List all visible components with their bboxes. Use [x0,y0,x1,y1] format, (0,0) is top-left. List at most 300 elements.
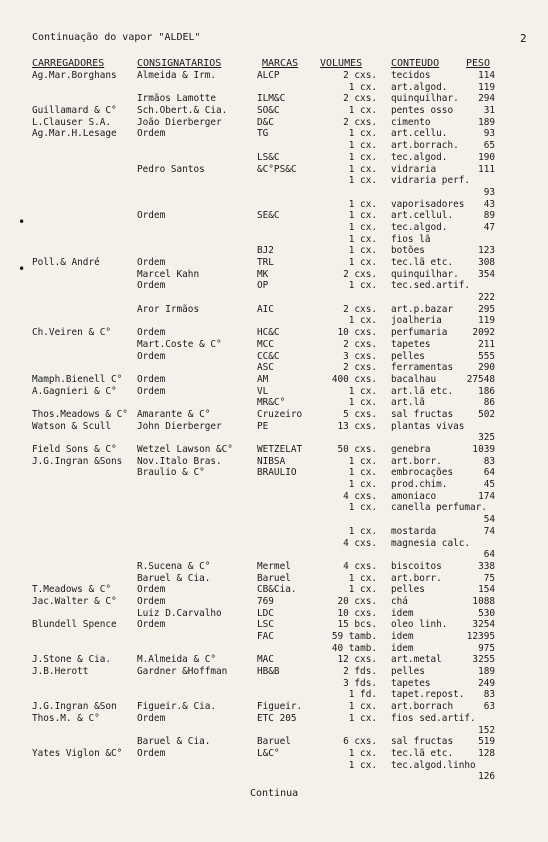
cell-conteudo: tec.algod.linho [391,759,476,771]
table-row [0,374,548,386]
cell-carregador: Ch.Veiren & C° [32,327,112,339]
cell-peso: 86 [483,397,495,409]
cell-volumes: 1 cx. [348,163,377,175]
table-row [0,210,548,222]
cell-peso: 93 [483,186,495,198]
cell-conteudo: canella perfumar. [391,502,487,514]
cell-peso: 154 [478,584,495,596]
cell-peso: 123 [478,245,495,257]
cell-marca: Figueir. [257,701,303,713]
cell-consignatario: R.Sucena & C° [137,560,211,572]
table-row [0,654,548,666]
cell-marca: WETZELAT [257,444,303,455]
cell-peso: 1088 [472,595,495,607]
cell-volumes: 1 cx. [348,712,377,724]
cell-volumes: 1 cx. [348,385,377,397]
cell-conteudo: tapet.repost. [391,689,465,701]
cell-carregador: Watson & Scull [32,420,112,432]
cell-conteudo: pelles [391,666,425,678]
cell-consignatario: John Dierberger [137,420,222,432]
cell-volumes: 1 cx. [348,245,377,257]
table-row [0,386,548,398]
cell-volumes: 1 cx. [348,584,377,596]
cell-conteudo: tec.lã etc. [391,747,454,759]
cell-conteudo: vidraria [391,163,437,175]
table-row [0,748,548,760]
cell-carregador: Thos.Meadows & C° [32,408,128,420]
cell-conteudo: art.metal [391,654,442,666]
cell-conteudo: oleo linh. [391,619,448,631]
cell-marca: MCC [257,338,274,350]
cell-consignatario: Ordem [137,128,166,140]
cell-carregador: Thos.M. & C° [32,712,100,724]
table-row [0,222,548,234]
margin-mark: • [18,262,26,276]
cell-consignatario: Ordem [137,595,166,607]
cell-consignatario: Ordem [137,327,166,339]
cell-consignatario: Mart.Coste & C° [137,338,222,350]
cell-conteudo: bacalhau [391,373,437,385]
cell-conteudo: art.cellul. [391,210,454,222]
cell-conteudo: quinquilhar. [391,268,459,280]
cell-peso: 31 [483,105,495,117]
cell-consignatario: Ordem [137,373,166,385]
cell-marca: BJ2 [257,245,274,257]
table-row [0,257,548,269]
cell-conteudo: art.p.bazar [391,303,454,315]
table-row [0,421,548,433]
cell-volumes: 2 cxs. [343,362,377,374]
table-row [0,608,548,620]
table-row [0,140,548,152]
table-row [0,105,548,117]
cell-marca: MR&C° [257,397,286,409]
cell-consignatario: Marcel Kahn [137,268,200,280]
cell-volumes: 1 cx. [348,701,377,713]
cell-peso: 174 [478,490,495,502]
table-row [0,397,548,409]
cell-conteudo: mostarda [391,525,437,537]
cell-conteudo: perfumaria [391,327,448,339]
cell-conteudo: plantas vivas [391,420,465,432]
cell-peso: 189 [478,116,495,128]
col-header-volumes: VOLUMES [320,58,363,69]
cell-marca: Cruzeiro [257,408,303,420]
cell-peso: 290 [478,362,495,374]
table-row [0,409,548,421]
cell-consignatario: Braulio & C° [137,467,205,479]
cell-consignatario: Figueir.& Cia. [137,701,217,713]
table-row [0,362,548,374]
table-row [0,584,548,596]
cell-volumes: 1 cx. [348,198,377,210]
cell-volumes: 12 cxs. [337,654,377,666]
cell-peso: 3254 [472,619,495,631]
col-header-consignatarios: CONSIGNATARIOS [137,58,222,69]
cell-peso: 325 [478,432,495,444]
cell-volumes: 1 cx. [348,140,377,152]
cell-peso: 354 [478,268,495,280]
cell-consignatario: Ordem [137,210,166,222]
cell-peso: 152 [478,724,495,736]
table-row [0,93,548,105]
cell-peso: 249 [478,677,495,689]
cell-peso: 83 [483,455,495,467]
cell-volumes: 1 cx. [348,151,377,163]
cell-peso: 64 [483,467,495,479]
cell-conteudo: embrocações [391,467,454,479]
cell-volumes: 2 cxs. [343,70,377,81]
cell-carregador: L.Clauser S.A. [32,116,112,128]
table-row [0,70,548,82]
cell-consignatario: Sch.Obert.& Cia. [137,105,228,117]
table-row [0,82,548,94]
cell-conteudo: idem [391,631,414,642]
cell-carregador: Field Sons & C° [32,444,117,455]
cell-consignatario: Ordem [137,747,166,759]
cell-peso: 530 [478,607,495,619]
cell-volumes: 2 cxs. [343,268,377,280]
table-row [0,292,548,304]
cell-peso: 119 [478,81,495,93]
cell-marca: SO&C [257,105,280,117]
col-header-marcas: MARCAS [262,58,299,69]
table-row [0,725,548,737]
cell-carregador: Ag.Mar.H.Lesage [32,128,117,140]
cell-conteudo: tapetes [391,338,431,350]
table-row [0,538,548,550]
cell-carregador: Ag.Mar.Borghans [32,70,117,81]
cell-conteudo: tec.algod. [391,151,448,163]
cell-volumes: 3 fds. [343,677,377,689]
cell-peso: 308 [478,257,495,268]
cell-conteudo: fios sed.artif. [391,712,476,724]
cell-peso: 555 [478,350,495,362]
table-row [0,514,548,526]
cell-marca: HC&C [257,327,280,339]
document-title: Continuação do vapor "ALDEL" [32,32,201,43]
cell-marca: MAC [257,654,274,666]
cell-volumes: 2 cxs. [343,338,377,350]
cell-peso: 43 [483,198,495,210]
cell-marca: FAC [257,631,274,642]
cell-conteudo: botões [391,245,425,257]
cell-conteudo: idem [391,607,414,619]
cell-consignatario: Ordem [137,619,166,631]
cell-peso: 519 [478,736,495,748]
cell-volumes: 1 cx. [348,397,377,409]
cell-peso: 75 [483,572,495,584]
table-row [0,327,548,339]
cell-marca: PE [257,420,269,432]
cell-peso: 126 [478,771,495,783]
cell-peso: 211 [478,338,495,350]
table-row [0,701,548,713]
cell-volumes: 1 cx. [348,572,377,584]
cell-peso: 54 [483,514,495,526]
cell-peso: 128 [478,747,495,759]
cell-conteudo: tapetes [391,677,431,689]
cell-carregador: J.B.Herott [32,666,89,678]
cell-conteudo: pelles [391,350,425,362]
cell-marca: VL [257,385,269,397]
cell-volumes: 3 cxs. [343,350,377,362]
cell-volumes: 40 tamb. [331,642,377,654]
cell-peso: 3255 [472,654,495,666]
cell-volumes: 1 cx. [348,479,377,491]
cell-consignatario: Ordem [137,257,166,268]
table-row [0,456,548,468]
table-row [0,315,548,327]
cell-consignatario: João Dierberger [137,116,222,128]
cell-volumes: 5 cxs. [343,408,377,420]
cell-peso: 114 [478,70,495,81]
cell-consignatario: Ordem [137,584,166,596]
cell-peso: 83 [483,689,495,701]
cell-peso: 502 [478,408,495,420]
cell-carregador: Yates Viglon &C° [32,747,123,759]
col-header-peso: PESO [466,58,491,69]
cell-consignatario: Ordem [137,385,166,397]
cell-marca: D&C [257,116,274,128]
cell-peso: 2092 [472,327,495,339]
cell-conteudo: art.algod. [391,81,448,93]
cell-volumes: 1 cx. [348,759,377,771]
table-row [0,234,548,246]
cell-conteudo: amoniaco [391,490,437,502]
manifest-table [0,70,548,783]
cell-marca: ETC 205 [257,712,297,724]
cell-conteudo: biscoitos [391,560,442,572]
cell-volumes: 2 cxs. [343,303,377,315]
cell-carregador: Blundell Spence [32,619,117,631]
cell-volumes: 4 cxs. [343,490,377,502]
cell-consignatario: Luiz D.Carvalho [137,607,222,619]
cell-volumes: 1 cx. [348,280,377,292]
cell-volumes: 2 fds. [343,666,377,678]
cell-peso: 338 [478,560,495,572]
cell-volumes: 1 cx. [348,502,377,514]
cell-marca: Baruel [257,736,291,748]
cell-consignatario: M.Almeida & C° [137,654,217,666]
cell-volumes: 1 cx. [348,525,377,537]
cell-consignatario: Amarante & C° [137,408,211,420]
cell-volumes: 1 cx. [348,175,377,187]
cell-peso: 119 [478,315,495,327]
table-row [0,199,548,211]
cell-consignatario: Baruel & Cia. [137,736,211,748]
cell-marca: NIBSA [257,455,286,467]
cell-marca: HB&B [257,666,280,678]
cell-conteudo: sal fructas [391,736,454,748]
cell-peso: 111 [478,163,495,175]
cell-peso: 12395 [466,631,495,642]
cell-marca: MK [257,268,269,280]
cell-conteudo: art.borr. [391,572,442,584]
cell-volumes: 2 cxs. [343,116,377,128]
cell-peso: 189 [478,666,495,678]
margin-mark: • [18,215,26,229]
continua-label: Continua [250,788,299,799]
cell-conteudo: prod.chim. [391,479,448,491]
cell-marca: ALCP [257,70,280,81]
cell-conteudo: joalheria [391,315,442,327]
page-number: 2 [520,32,527,45]
cell-carregador: J.G.Ingran &Sons [32,455,123,467]
table-row [0,666,548,678]
cell-consignatario: Ordem [137,350,166,362]
cell-volumes: 1 cx. [348,81,377,93]
cell-volumes: 50 cxs. [337,444,377,455]
cell-peso: 190 [478,151,495,163]
cell-consignatario: Baruel & Cia. [137,572,211,584]
cell-consignatario: Wetzel Lawson &C° [137,444,233,455]
cell-conteudo: pelles [391,584,425,596]
cell-volumes: 20 cxs. [337,595,377,607]
cell-volumes: 10 cxs. [337,607,377,619]
cell-conteudo: idem [391,642,414,654]
cell-marca: Baruel [257,572,291,584]
cell-volumes: 1 cx. [348,467,377,479]
cell-marca: LSC [257,619,274,631]
cell-conteudo: art.borrach. [391,140,459,152]
cell-marca: L&C° [257,747,280,759]
cell-carregador: A.Gagnieri & C° [32,385,117,397]
cell-carregador: Jac.Walter & C° [32,595,117,607]
cell-peso: 45 [483,479,495,491]
cell-peso: 222 [478,292,495,304]
cell-volumes: 1 cx. [348,128,377,140]
cell-carregador: Poll.& André [32,257,100,268]
table-row [0,689,548,701]
table-row [0,549,548,561]
cell-carregador: J.G.Ingran &Son [32,701,117,713]
table-row [0,432,548,444]
table-row [0,187,548,199]
cell-consignatario: Aror Irmãos [137,303,200,315]
table-row [0,771,548,783]
table-row [0,713,548,725]
cell-marca: TG [257,128,269,140]
cell-volumes: 1 cx. [348,210,377,222]
cell-marca: AM [257,373,269,385]
cell-peso: 64 [483,549,495,561]
cell-carregador: Mamph.Bienell C° [32,373,123,385]
cell-peso: 975 [478,642,495,654]
cell-volumes: 1 cx. [348,257,377,268]
cell-volumes: 400 cxs. [331,373,377,385]
cell-conteudo: tecidos [391,70,431,81]
cell-conteudo: art.borr. [391,455,442,467]
cell-marca: CB&Cia. [257,584,297,596]
cell-marca: ILM&C [257,93,286,105]
table-row [0,351,548,363]
table-row [0,304,548,316]
cell-carregador: J.Stone & Cia. [32,654,112,666]
cell-conteudo: genebra [391,444,431,455]
cell-peso: 89 [483,210,495,222]
table-row [0,561,548,573]
cell-conteudo: quinquilhar. [391,93,459,105]
cell-peso: 27548 [466,373,495,385]
table-row [0,164,548,176]
cell-marca: TRL [257,257,274,268]
cell-peso: 1039 [472,444,495,455]
cell-marca: 769 [257,595,274,607]
cell-volumes: 1 cx. [348,747,377,759]
table-row [0,117,548,129]
table-row [0,526,548,538]
cell-conteudo: vidraria perf. [391,175,471,187]
cell-conteudo: pentes osso [391,105,454,117]
cell-conteudo: ferramentas [391,362,454,374]
cell-conteudo: sal fructas [391,408,454,420]
table-row [0,678,548,690]
cell-peso: 47 [483,221,495,233]
cell-peso: 186 [478,385,495,397]
cell-volumes: 15 bcs. [337,619,377,631]
cell-peso: 65 [483,140,495,152]
table-row [0,339,548,351]
cell-marca: SE&C [257,210,280,222]
col-header-conteudo: CONTEUDO [391,58,440,69]
cell-volumes: 1 fd. [348,689,377,701]
cell-marca: LDC [257,607,274,619]
table-row [0,631,548,643]
table-row [0,573,548,585]
table-row [0,491,548,503]
cell-marca: AIC [257,303,274,315]
table-row [0,479,548,491]
cell-conteudo: tec.lã etc. [391,257,454,268]
cell-peso: 93 [483,128,495,140]
cell-conteudo: tec.algod. [391,221,448,233]
cell-conteudo: chá [391,595,408,607]
cell-volumes: 10 cxs. [337,327,377,339]
cell-volumes: 4 cxs. [343,560,377,572]
cell-consignatario: Ordem [137,712,166,724]
table-row [0,175,548,187]
cell-peso: 74 [483,525,495,537]
cell-carregador: Guillamard & C° [32,105,117,117]
cell-marca: ASC [257,362,274,374]
cell-consignatario: Gardner &Hoffman [137,666,228,678]
cell-volumes: 1 cx. [348,105,377,117]
table-row [0,152,548,164]
cell-volumes: 2 cxs. [343,93,377,105]
cell-marca: LS&C [257,151,280,163]
col-header-carregadores: CARREGADORES [32,58,105,69]
cell-volumes: 1 cx. [348,221,377,233]
cell-conteudo: cimento [391,116,431,128]
table-row [0,128,548,140]
cell-consignatario: Almeida & Irm. [137,70,217,81]
table-row [0,619,548,631]
cell-volumes: 13 cxs. [337,420,377,432]
cell-volumes: 59 tamb. [331,631,377,642]
cell-conteudo: vaporisadores [391,198,465,210]
cell-peso: 295 [478,303,495,315]
table-row [0,643,548,655]
cell-peso: 294 [478,93,495,105]
cell-consignatario: Irmãos Lamotte [137,93,217,105]
cell-marca: &C°PS&C [257,163,297,175]
cell-conteudo: art.lã [391,397,425,409]
table-row [0,760,548,772]
cell-volumes: 1 cx. [348,233,377,245]
table-row [0,736,548,748]
cell-consignatario: Pedro Santos [137,163,205,175]
